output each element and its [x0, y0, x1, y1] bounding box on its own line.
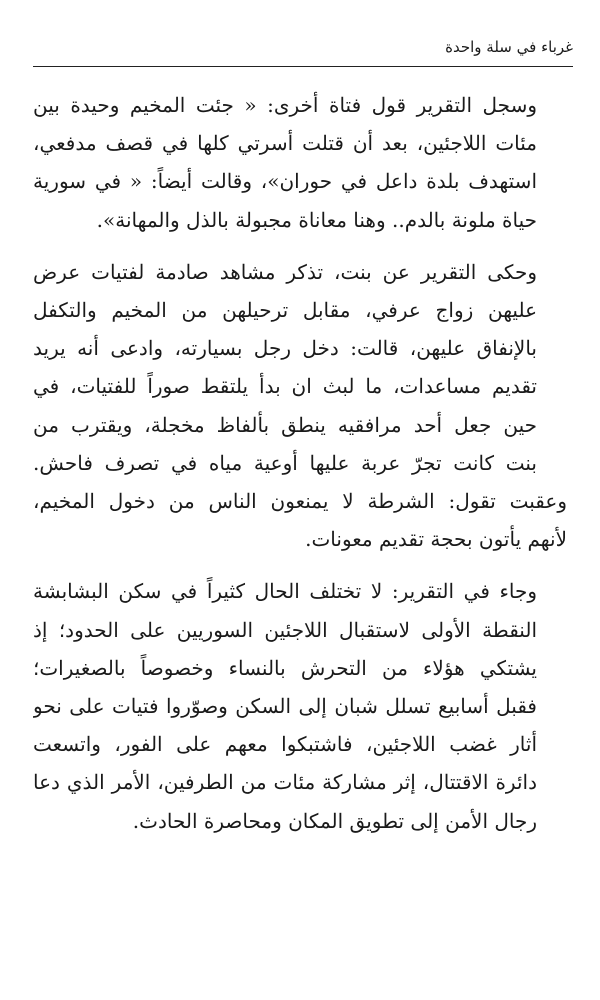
text-line: استهدف بلدة داعل في حوران»، وقالت أيضاً: « في سورية: [33, 169, 537, 194]
text-line: تقديم مساعدات، ما لبث ان بدأ يلتقط صوراً للفتيات، في: [33, 374, 537, 399]
body-text: [33, 86, 567, 854]
paragraph-1: [33, 86, 567, 239]
text-line: وعقبت تقول: الشرطة لا يمنعون الناس من دخول المخيم،: [33, 489, 567, 514]
text-line: حين جعل أحد مرافقيه ينطق بألفاظ مخجلة، ويقترب من: [33, 412, 537, 437]
text-line: مئات اللاجئين، بعد أن قتلت أسرتي كلها في قصف مدفعي،: [33, 131, 537, 156]
text-line: وجاء في التقرير: لا تختلف الحال كثيراً في سكن البشابشة: [33, 579, 537, 604]
text-line: يشتكي هؤلاء من التحرش بالنساء وخصوصاً بالصغيرات؛: [33, 655, 537, 680]
text-line: بالإنفاق عليهن، قالت: دخل رجل بسيارته، وادعى أنه يريد: [33, 336, 537, 361]
text-line: وسجل التقرير قول فتاة أخرى: « جئت المخيم وحيدة بين: [33, 93, 537, 117]
paragraph-3: [33, 482, 567, 558]
text-line: حياة ملونة بالدم.. وهنا معاناة مجبولة بالذل والمهانة».: [96, 207, 537, 232]
text-line: فقبل أسابيع تسلل شبان إلى السكن وصوّروا فتيات على نحو: [33, 694, 537, 719]
text-line: لأنهم يأتون بحجة تقديم معونات.: [305, 527, 567, 552]
text-line: دائرة الاقتتال، إثر مشاركة مئات من الطرفين، الأمر الذي دعا: [33, 770, 537, 795]
text-line: أثار غضب اللاجئين، فاشتبكوا معهم على الفور، واتسعت: [33, 732, 537, 757]
text-line: النقطة الأولى لاستقبال اللاجئين السوريين على الحدود؛ إذ: [33, 617, 537, 642]
text-line: رجال الأمن إلى تطويق المكان ومحاصرة الحادث.: [132, 808, 537, 833]
running-header: [33, 30, 573, 67]
paragraph-2: [33, 253, 567, 482]
text-line: عليهن زواج عرفي، مقابل ترحيلهن من المخيم والتكفل: [33, 298, 537, 323]
running-title: غرباء في سلة واحدة: [445, 38, 573, 56]
text-line: بنت كانت تجرّ عربة عليها أوعية مياه في تصرف فاحش.: [33, 450, 537, 475]
paragraph-4: [33, 572, 567, 839]
text-line: وحكى التقرير عن بنت، تذكر مشاهد صادمة لفتيات عرض: [33, 259, 537, 284]
